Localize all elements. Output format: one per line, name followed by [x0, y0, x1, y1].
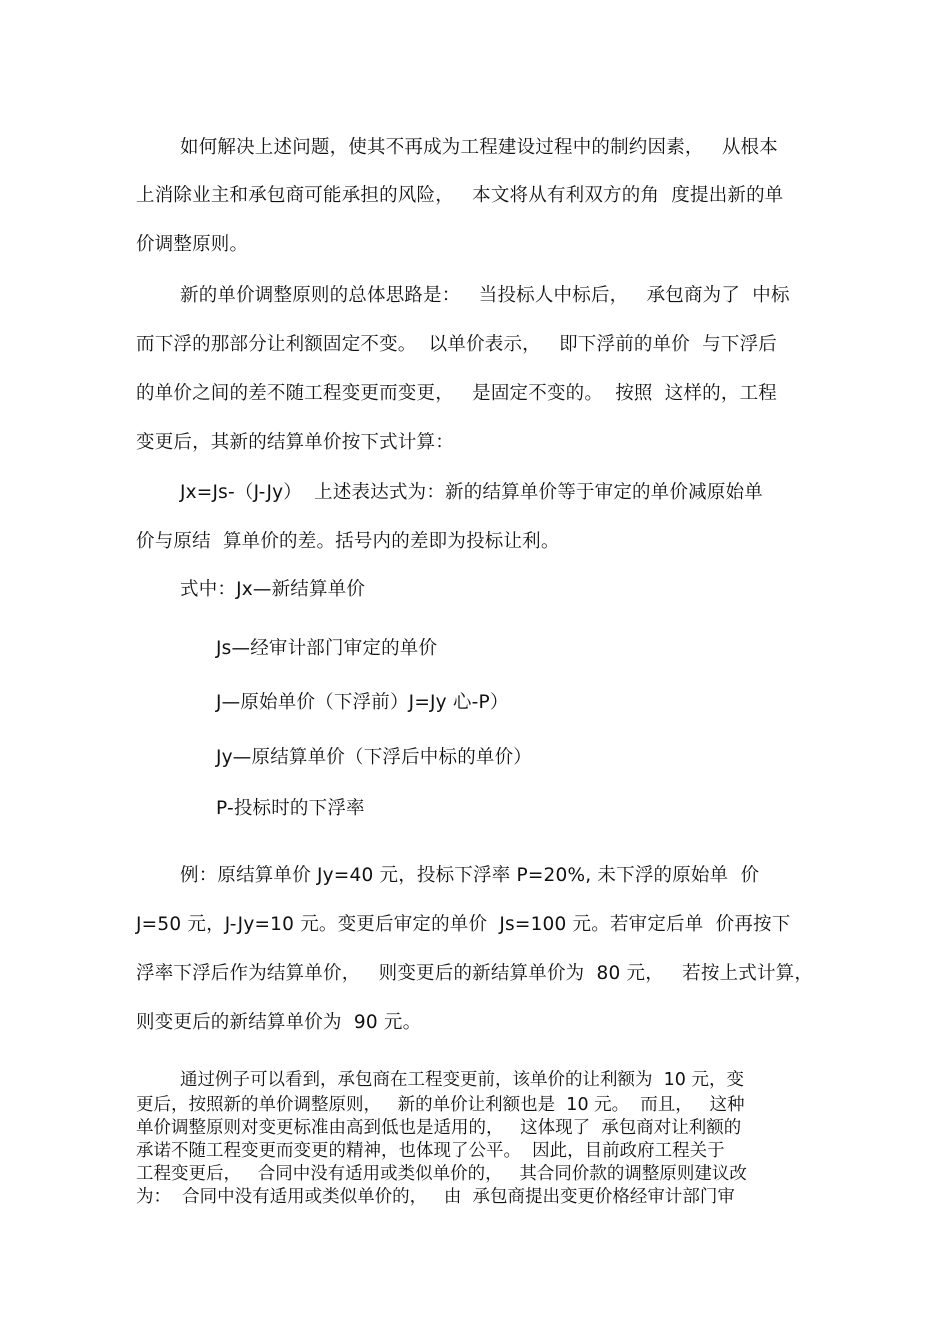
example-line-3: 浮率下浮后作为结算单价， 则变更后的新结算单价为 80 元， 若按上式计算，: [136, 963, 814, 984]
definition-js: Js—经审计部门审定的单价: [216, 638, 438, 659]
definition-p: P-投标时的下浮率: [216, 798, 365, 819]
conclusion-line-4: 承诺不随工程变更而变更的精神，也体现了公平。 因此，目前政府工程关于: [136, 1141, 725, 1161]
paragraph-2-line-2: 而下浮的那部分让利额固定不变。 以单价表示， 即下浮前的单价 与下浮后: [136, 334, 777, 355]
paragraph-2-line-3: 的单价之间的差不随工程变更而变更， 是固定不变的。 按照 这样的，工程: [136, 383, 777, 404]
formula-line-1: Jx=Js-（J-Jy） 上述表达式为：新的结算单价等于审定的单价减原始单: [180, 482, 763, 503]
paragraph-1-line-2: 上消除业主和承包商可能承担的风险， 本文将从有利双方的角 度提出新的单: [136, 185, 784, 206]
conclusion-line-6: 为： 合同中没有适用或类似单价的， 由 承包商提出变更价格经审计部门审: [136, 1187, 735, 1207]
definition-intro: 式中：Jx—新结算单价: [180, 579, 366, 600]
paragraph-2-line-4: 变更后，其新的结算单价按下式计算：: [136, 432, 454, 453]
conclusion-line-3: 单价调整原则对变更标准由高到低也是适用的， 这体现了 承包商对让利额的: [136, 1118, 742, 1138]
definition-jy: Jy—原结算单价（下浮后中标的单价）: [216, 747, 533, 768]
example-line-2: J=50 元，J-Jy=10 元。变更后审定的单价 Js=100 元。若审定后单 价再按下: [136, 914, 791, 935]
example-line-4: 则变更后的新结算单价为 90 元。: [136, 1012, 422, 1033]
conclusion-line-2: 更后，按照新的单价调整原则， 新的单价让利额也是 10 元。 而且， 这种: [136, 1095, 745, 1115]
example-line-1: 例：原结算单价 Jy=40 元，投标下浮率 P=20%, 未下浮的原始单 价: [180, 865, 760, 886]
paragraph-1-line-1: 如何解决上述问题，使其不再成为工程建设过程中的制约因素， 从根本: [180, 137, 778, 158]
conclusion-line-5: 工程变更后， 合同中没有适用或类似单价的， 其合同价款的调整原则建议改: [136, 1164, 747, 1184]
paragraph-2-line-1: 新的单价调整原则的总体思路是： 当投标人中标后， 承包商为了 中标: [180, 285, 790, 306]
formula-line-2: 价与原结 算单价的差。括号内的差即为投标让利。: [136, 531, 560, 552]
paragraph-1-line-3: 价调整原则。: [136, 234, 249, 255]
definition-j: J—原始单价（下浮前）J=Jy 心-P）: [216, 692, 509, 713]
conclusion-line-1: 通过例子可以看到，承包商在工程变更前，该单价的让利额为 10 元，变: [180, 1070, 744, 1090]
